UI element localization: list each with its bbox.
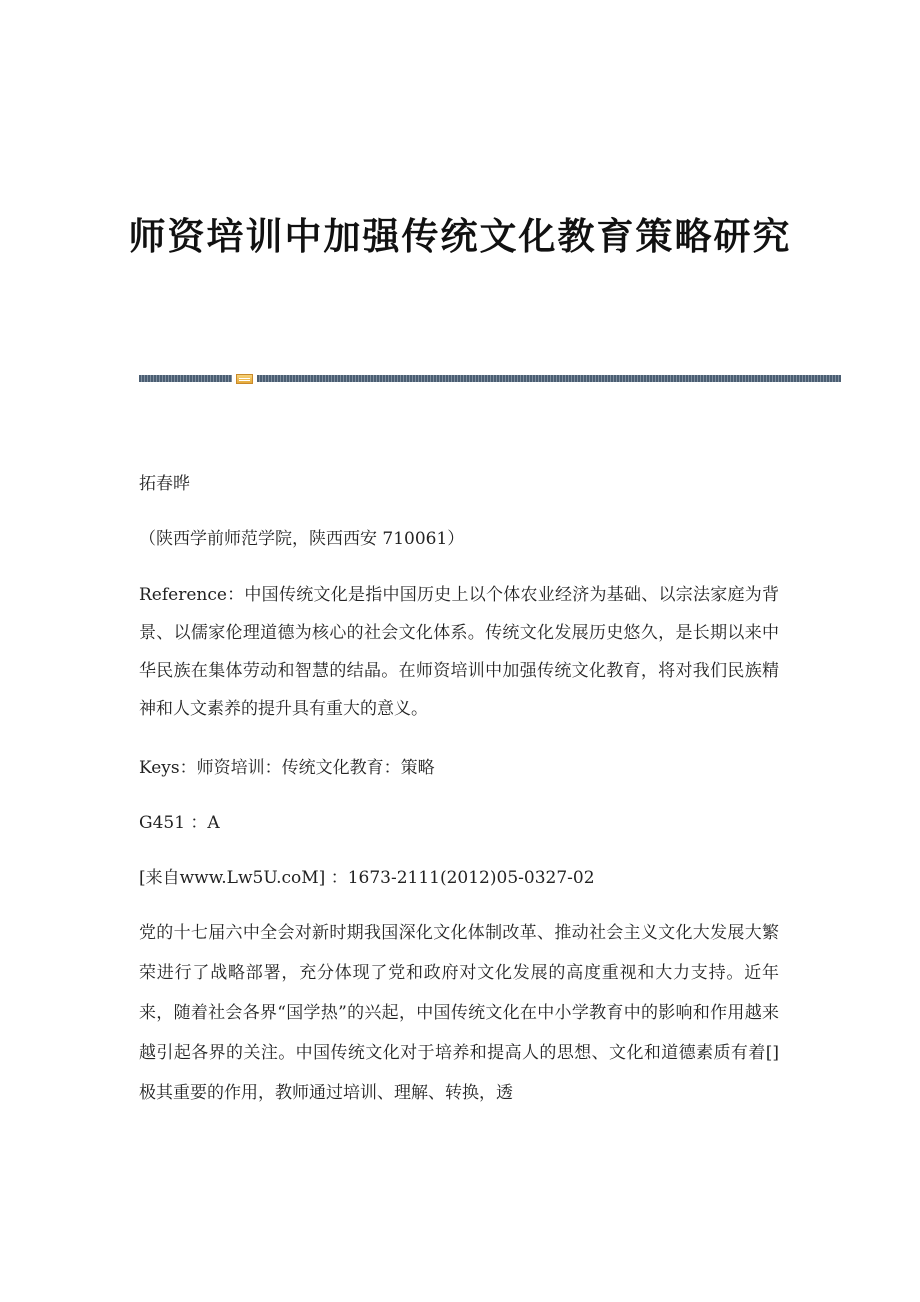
author-name: 拓春晔: [139, 474, 190, 494]
author-affiliation: （陕西学前师范学院，陕西西安 710061）: [139, 529, 465, 549]
title-divider: [139, 374, 841, 383]
divider-bar-left: [139, 375, 232, 382]
divider-ornament-icon: [236, 374, 253, 384]
document-title: 师资培训中加强传统文化教育策略研究: [128, 214, 792, 258]
classification-line: G451 ：A: [139, 813, 220, 833]
body-paragraph: 党的十七届六中全会对新时期我国深化文化体制改革、推动社会主义文化大发展大繁荣进行了战略部署，充分体现了党和政府对文化发展的高度重视和大力支持。近年来，随着社会各界“国学热”的兴起，中国传统文化在中小学教育中的影响和作用越来越引起各界的关注。中国传统文化对于培养和提高人的思想、文化和道德素质有着[]极其重要的作用，教师通过培训、理解、转换，透: [139, 923, 779, 1103]
source-line: [来自www.Lw5U.coM] ：1673-2111(2012)05-0327-02: [139, 868, 595, 888]
document-body: [139, 470, 779, 1139]
abstract-paragraph: Reference：中国传统文化是指中国历史上以个体农业经济为基础、以宗法家庭为背景、以儒家伦理道德为核心的社会文化体系。传统文化发展历史悠久，是长期以来中华民族在集体劳动和智慧的结晶。在师资培训中加强传统文化教育，将对我们民族精神和人文素养的提升具有重大的意义。: [139, 585, 779, 719]
keywords-line: Keys：师资培训：传统文化教育：策略: [139, 758, 435, 778]
divider-bar-right: [257, 375, 841, 382]
